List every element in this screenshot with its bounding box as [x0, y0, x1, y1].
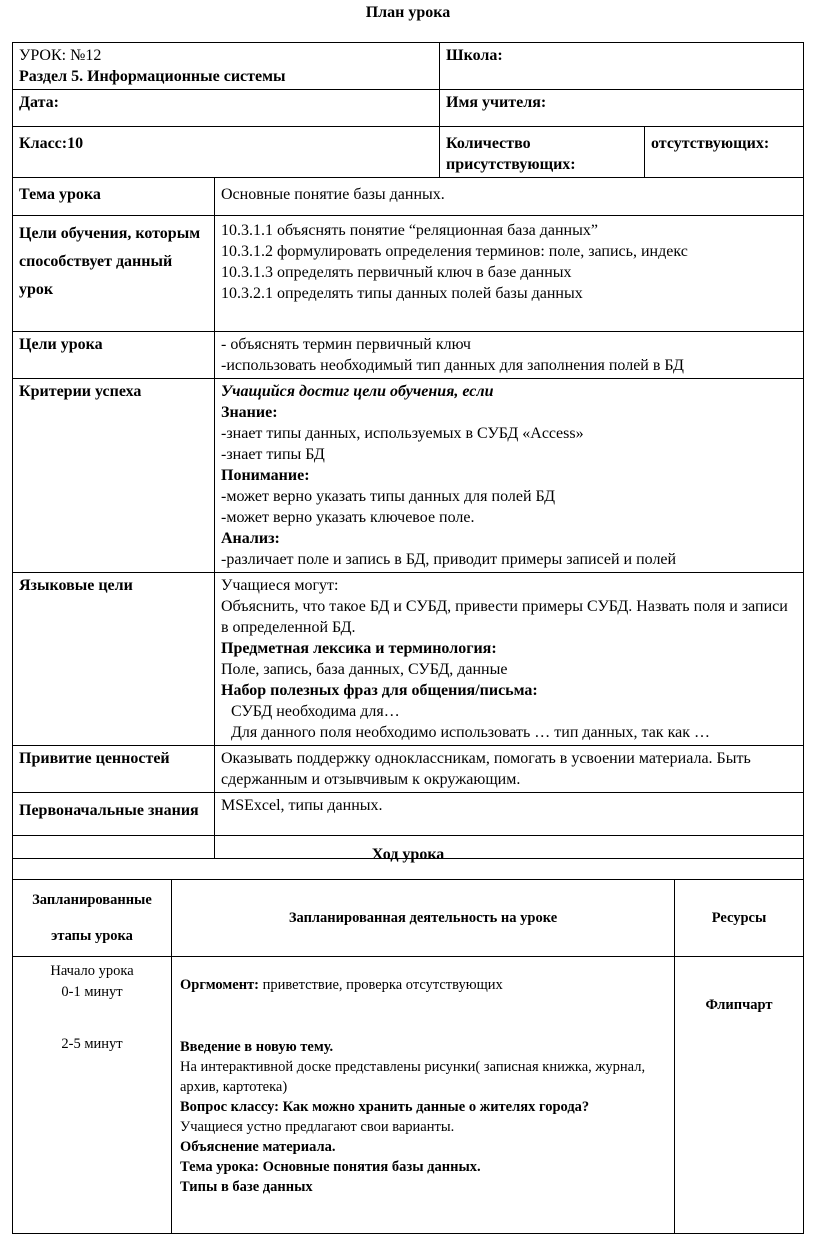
criteria-cell: [215, 379, 804, 573]
stage-time: 0-1 минут: [61, 984, 123, 1000]
section-name: Раздел 5. Информационные системы: [19, 68, 286, 85]
analysis-heading: Анализ:: [221, 530, 280, 547]
understanding-heading: Понимание:: [221, 467, 310, 484]
values-label: Привитие ценностей: [13, 746, 215, 793]
lesson-plan-table: [12, 42, 804, 859]
phrase: СУБД необходима для…: [231, 703, 400, 720]
criteria-item: -может верно указать ключевое поле.: [221, 509, 475, 526]
question-heading: Вопрос классу: Как можно хранить данные о жителях города?: [180, 1099, 590, 1115]
criteria-label: Критерии успеха: [13, 379, 215, 573]
topic-heading: Тема урока: Основные понятия базы данных.: [180, 1159, 481, 1175]
intro-heading: Введение в новую тему.: [180, 1039, 334, 1055]
teacher-cell: Имя учителя:: [440, 90, 804, 127]
course-title: Ход урока: [13, 836, 804, 880]
activity-cell: [172, 957, 675, 1234]
criteria-item: -знает типы БД: [221, 446, 325, 463]
absent-cell: отсутствующих:: [645, 127, 804, 178]
topic-label: Тема урока: [13, 178, 215, 216]
types-heading: Типы в базе данных: [180, 1179, 313, 1195]
lesson-goal: - объяснять термин первичный ключ: [221, 336, 471, 353]
orgmoment-heading: Оргмомент:: [180, 977, 260, 993]
prior-knowledge-label: Первоначальные знания: [13, 793, 215, 859]
language-cell: [215, 573, 804, 746]
phrases-heading: Набор полезных фраз для общения/письма:: [221, 682, 538, 699]
page-title: План урока: [365, 4, 451, 21]
learning-goal: 10.3.1.1 объяснять понятие “реляционная база данных”: [221, 222, 598, 239]
criteria-item: -знает типы данных, используемых в СУБД «Access»: [221, 425, 584, 442]
lesson-cell: [13, 43, 440, 90]
explanation-heading: Объяснение материала.: [180, 1139, 336, 1155]
orgmoment-text: приветствие, проверка отсутствующих: [259, 977, 503, 993]
class-cell: Класс:10: [13, 127, 440, 178]
present-cell: Количество присутствующих:: [440, 127, 645, 178]
language-text: Поле, запись, база данных, СУБД, данные: [221, 661, 508, 678]
values-text: Оказывать поддержку одноклассникам, помогать в усвоении материала. Быть сдержанным и отзывчивым к окружающим.: [215, 746, 804, 793]
stage-name: Начало урока: [50, 963, 134, 979]
criteria-intro: Учащийся достиг цели обучения, если: [221, 383, 494, 400]
date-cell: Дата:: [13, 90, 440, 127]
learning-goal: 10.3.1.3 определять первичный ключ в базе данных: [221, 264, 572, 281]
learning-goal: 10.3.2.1 определять типы данных полей базы данных: [221, 285, 583, 302]
criteria-item: -может верно указать типы данных для полей БД: [221, 488, 556, 505]
lesson-course-table: [12, 835, 804, 1234]
activity-header: Запланированная деятельность на уроке: [172, 880, 675, 957]
language-label: Языковые цели: [13, 573, 215, 746]
stage-time: 2-5 минут: [61, 1036, 123, 1052]
resource-flipchart: Флипчарт: [675, 957, 804, 1234]
learning-goals-label: Цели обучения, которым способствует данный урок: [13, 216, 215, 332]
lesson-goals-cell: [215, 332, 804, 379]
stages-cell: [13, 957, 172, 1234]
terminology-heading: Предметная лексика и терминология:: [221, 640, 497, 657]
stages-header: Запланированные этапы урока: [13, 880, 172, 957]
lesson-number: УРОК: №12: [19, 47, 102, 64]
learning-goals-cell: [215, 216, 804, 332]
topic-text: Основные понятие базы данных.: [215, 178, 804, 216]
language-text: Объяснить, что такое БД и СУБД, привести примеры СУБД. Назвать поля и записи в определенной БД.: [221, 598, 788, 636]
language-text: Учащиеся могут:: [221, 577, 339, 594]
intro-text: На интерактивной доске представлены рисунки( записная книжка, журнал, архив, картотека): [180, 1059, 646, 1095]
phrase: Для данного поля необходимо использовать … тип данных, так как …: [231, 724, 710, 741]
resources-header: Ресурсы: [675, 880, 804, 957]
question-text: Учащиеся устно предлагают свои варианты.: [180, 1119, 455, 1135]
lesson-goal: -использовать необходимый тип данных для заполнения полей в БД: [221, 357, 684, 374]
lesson-goals-label: Цели урока: [13, 332, 215, 379]
school-cell: Школа:: [440, 43, 804, 90]
criteria-item: -различает поле и запись в БД, приводит примеры записей и полей: [221, 551, 677, 568]
learning-goal: 10.3.1.2 формулировать определения терминов: поле, запись, индекс: [221, 243, 688, 260]
orgmoment: [180, 975, 666, 995]
prior-knowledge-text: MSExcel, типы данных.: [215, 793, 804, 859]
knowledge-heading: Знание:: [221, 404, 278, 421]
